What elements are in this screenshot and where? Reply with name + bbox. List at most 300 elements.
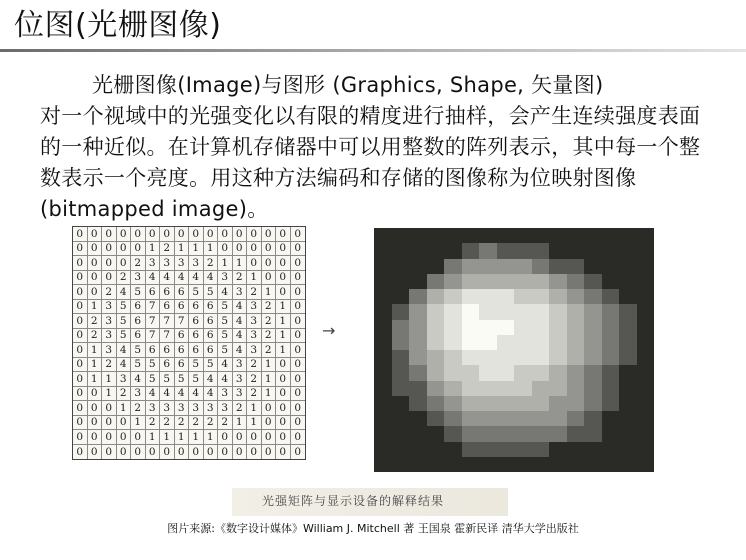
pixel [532, 381, 550, 396]
matrix-cell: 0 [131, 242, 146, 257]
matrix-cell: 0 [160, 227, 175, 242]
right-arrow-icon: → [322, 321, 336, 340]
matrix-cell: 2 [218, 416, 233, 431]
matrix-cell: 0 [131, 430, 146, 445]
matrix-cell: 0 [291, 343, 306, 358]
pixel [462, 396, 480, 411]
matrix-cell: 0 [218, 445, 233, 460]
pixel [602, 274, 620, 289]
pixel [427, 304, 445, 319]
pixel [374, 411, 392, 426]
matrix-cell: 2 [160, 242, 175, 257]
matrix-cell: 0 [262, 227, 277, 242]
pixel [514, 350, 532, 365]
pixel [637, 365, 655, 380]
pixel [584, 274, 602, 289]
pixel [409, 289, 427, 304]
pixel [479, 426, 497, 441]
pixel [567, 411, 585, 426]
pixel [602, 243, 620, 258]
matrix-cell: 5 [175, 372, 190, 387]
matrix-cell: 0 [247, 256, 262, 271]
matrix-cell: 6 [160, 300, 175, 315]
pixel [532, 426, 550, 441]
pixel [584, 304, 602, 319]
pixel [549, 228, 567, 243]
pixel [427, 381, 445, 396]
matrix-cell: 0 [276, 445, 291, 460]
pixel [532, 396, 550, 411]
pixel [497, 442, 515, 457]
pixel [462, 243, 480, 258]
matrix-cell: 0 [175, 445, 190, 460]
pixel [427, 426, 445, 441]
pixel [584, 365, 602, 380]
pixel [392, 381, 410, 396]
matrix-cell: 5 [189, 285, 204, 300]
pixel [392, 243, 410, 258]
pixel [619, 426, 637, 441]
pixel [602, 228, 620, 243]
pixel [444, 350, 462, 365]
pixel [374, 304, 392, 319]
pixel [392, 304, 410, 319]
matrix-cell: 0 [291, 372, 306, 387]
pixel [619, 243, 637, 258]
matrix-cell: 5 [204, 285, 219, 300]
matrix-cell: 0 [73, 329, 88, 344]
pixel [532, 274, 550, 289]
matrix-cell: 3 [131, 387, 146, 402]
pixel [409, 411, 427, 426]
pixel [444, 289, 462, 304]
pixel [619, 381, 637, 396]
matrix-cell: 3 [146, 256, 161, 271]
pixel [532, 259, 550, 274]
matrix-cell: 0 [73, 242, 88, 257]
matrix-cell: 0 [73, 358, 88, 373]
matrix-cell: 7 [160, 314, 175, 329]
pixel [374, 365, 392, 380]
pixel [392, 320, 410, 335]
pixel [462, 228, 480, 243]
matrix-cell: 4 [146, 271, 161, 286]
pixel [602, 335, 620, 350]
matrix-cell: 0 [276, 372, 291, 387]
matrix-cell: 4 [218, 372, 233, 387]
pixel [479, 350, 497, 365]
matrix-cell: 0 [291, 271, 306, 286]
matrix-cell: 3 [218, 401, 233, 416]
pixel [427, 320, 445, 335]
matrix-cell: 7 [175, 314, 190, 329]
matrix-cell: 1 [131, 416, 146, 431]
pixel [409, 335, 427, 350]
matrix-cell: 4 [204, 271, 219, 286]
matrix-cell: 0 [73, 445, 88, 460]
pixel [497, 304, 515, 319]
pixel [427, 457, 445, 472]
pixel [602, 365, 620, 380]
matrix-cell: 0 [102, 271, 117, 286]
pixel [462, 426, 480, 441]
pixel [409, 350, 427, 365]
matrix-cell: 0 [88, 430, 103, 445]
pixel [619, 335, 637, 350]
pixel [497, 259, 515, 274]
matrix-cell: 4 [146, 387, 161, 402]
pixel [374, 457, 392, 472]
matrix-cell: 4 [160, 271, 175, 286]
matrix-cell: 0 [73, 387, 88, 402]
matrix-cell: 6 [160, 343, 175, 358]
matrix-cell: 2 [262, 314, 277, 329]
pixel [374, 442, 392, 457]
paragraph-line-2: 对一个视域中的光强变化以有限的精度进行抽样，会产生连续强度表面的一种近似。在计算机存储器中可以用整数的阵列表示，其中每一个整数表示一个亮度。用这种方法编码和存储的图像称为位映射图像 (bitmapped image)。 [40, 104, 701, 221]
pixel [392, 396, 410, 411]
pixel [427, 289, 445, 304]
pixel [602, 320, 620, 335]
image-source-note: 图片来源:《数字设计媒体》William J. Mitchell 著 王国泉 霍新民译 清华大学出版社 [167, 522, 579, 535]
matrix-cell: 6 [160, 285, 175, 300]
pixel [409, 259, 427, 274]
pixel [497, 243, 515, 258]
title-divider [0, 49, 746, 52]
matrix-cell: 5 [117, 314, 132, 329]
matrix-cell: 0 [276, 271, 291, 286]
pixel [462, 381, 480, 396]
matrix-cell: 4 [233, 300, 248, 315]
matrix-cell: 0 [291, 256, 306, 271]
matrix-cell: 0 [88, 227, 103, 242]
matrix-cell: 6 [131, 300, 146, 315]
matrix-cell: 0 [262, 416, 277, 431]
pixel [532, 304, 550, 319]
pixel [462, 289, 480, 304]
matrix-cell: 3 [131, 271, 146, 286]
pixel [567, 442, 585, 457]
pixel [619, 411, 637, 426]
matrix-cell: 1 [160, 430, 175, 445]
pixel [374, 335, 392, 350]
matrix-cell: 3 [233, 372, 248, 387]
matrix-cell: 2 [262, 300, 277, 315]
pixel [549, 289, 567, 304]
matrix-cell: 0 [247, 242, 262, 257]
pixel [497, 457, 515, 472]
pixel [497, 320, 515, 335]
pixel [584, 228, 602, 243]
pixel [584, 259, 602, 274]
matrix-cell: 1 [247, 401, 262, 416]
matrix-cell: 5 [218, 314, 233, 329]
pixel [462, 320, 480, 335]
pixel [479, 304, 497, 319]
matrix-cell: 0 [73, 343, 88, 358]
matrix-cell: 0 [102, 445, 117, 460]
matrix-cell: 0 [88, 271, 103, 286]
pixel [567, 457, 585, 472]
matrix-cell: 0 [73, 372, 88, 387]
pixel [637, 350, 655, 365]
pixel [637, 457, 655, 472]
pixel [637, 442, 655, 457]
matrix-cell: 5 [146, 358, 161, 373]
matrix-cell: 4 [204, 387, 219, 402]
pixel [567, 259, 585, 274]
pixel [479, 411, 497, 426]
pixel [427, 243, 445, 258]
pixel [444, 442, 462, 457]
pixel [602, 304, 620, 319]
pixel [637, 320, 655, 335]
pixel [567, 381, 585, 396]
matrix-cell: 0 [88, 445, 103, 460]
matrix-cell: 0 [117, 227, 132, 242]
matrix-cell: 3 [160, 256, 175, 271]
matrix-cell: 2 [233, 271, 248, 286]
pixel [619, 320, 637, 335]
matrix-cell: 4 [175, 271, 190, 286]
matrix-cell: 0 [189, 445, 204, 460]
pixel [567, 274, 585, 289]
pixel [602, 411, 620, 426]
matrix-cell: 5 [218, 343, 233, 358]
matrix-cell: 3 [175, 256, 190, 271]
matrix-cell: 0 [102, 401, 117, 416]
matrix-cell: 1 [262, 387, 277, 402]
pixel [532, 335, 550, 350]
matrix-cell: 0 [131, 227, 146, 242]
pixel [549, 320, 567, 335]
pixel [444, 259, 462, 274]
pixel [567, 289, 585, 304]
pixel [374, 381, 392, 396]
pixel [584, 289, 602, 304]
matrix-cell: 3 [233, 285, 248, 300]
pixel [462, 335, 480, 350]
matrix-cell: 0 [276, 358, 291, 373]
matrix-cell: 0 [73, 300, 88, 315]
matrix-cell: 3 [218, 271, 233, 286]
matrix-cell: 1 [262, 285, 277, 300]
matrix-cell: 0 [291, 314, 306, 329]
matrix-cell: 6 [131, 329, 146, 344]
pixel [619, 365, 637, 380]
matrix-cell: 0 [291, 285, 306, 300]
pixel [637, 335, 655, 350]
pixel [497, 365, 515, 380]
pixel [462, 411, 480, 426]
pixel [549, 335, 567, 350]
matrix-cell: 2 [233, 401, 248, 416]
matrix-cell: 3 [247, 300, 262, 315]
pixel [462, 457, 480, 472]
pixel [409, 243, 427, 258]
matrix-cell: 4 [218, 285, 233, 300]
matrix-cell: 6 [175, 285, 190, 300]
pixel [392, 289, 410, 304]
pixel [567, 350, 585, 365]
matrix-cell: 0 [102, 416, 117, 431]
matrix-cell: 3 [204, 401, 219, 416]
pixel [619, 350, 637, 365]
pixel [444, 381, 462, 396]
matrix-cell: 0 [262, 256, 277, 271]
pixel [427, 335, 445, 350]
matrix-cell: 0 [233, 227, 248, 242]
matrix-cell: 3 [218, 387, 233, 402]
matrix-cell: 0 [262, 242, 277, 257]
pixel [444, 228, 462, 243]
pixel [392, 228, 410, 243]
matrix-cell: 3 [189, 256, 204, 271]
matrix-cell: 0 [73, 401, 88, 416]
matrix-cell: 5 [146, 372, 161, 387]
matrix-cell: 0 [88, 416, 103, 431]
pixel [619, 228, 637, 243]
matrix-cell: 2 [247, 387, 262, 402]
pixel [479, 243, 497, 258]
matrix-cell: 5 [160, 372, 175, 387]
matrix-cell: 2 [102, 358, 117, 373]
matrix-cell: 5 [117, 300, 132, 315]
pixel [374, 350, 392, 365]
matrix-cell: 4 [160, 387, 175, 402]
pixel [392, 274, 410, 289]
matrix-cell: 0 [117, 242, 132, 257]
matrix-cell: 3 [102, 300, 117, 315]
pixel [374, 243, 392, 258]
matrix-cell: 6 [175, 300, 190, 315]
pixel [619, 274, 637, 289]
pixel [462, 259, 480, 274]
pixel [532, 442, 550, 457]
matrix-cell: 1 [247, 271, 262, 286]
matrix-cell: 6 [204, 300, 219, 315]
pixel [409, 442, 427, 457]
matrix-cell: 0 [233, 242, 248, 257]
pixel [497, 350, 515, 365]
matrix-cell: 1 [88, 343, 103, 358]
pixel [619, 259, 637, 274]
matrix-cell: 0 [131, 445, 146, 460]
matrix-cell: 0 [204, 227, 219, 242]
matrix-cell: 1 [146, 242, 161, 257]
pixel [637, 381, 655, 396]
matrix-cell: 4 [218, 358, 233, 373]
matrix-cell: 2 [189, 416, 204, 431]
matrix-cell: 6 [160, 358, 175, 373]
matrix-cell: 6 [175, 343, 190, 358]
matrix-cell: 1 [189, 242, 204, 257]
matrix-cell: 5 [189, 372, 204, 387]
matrix-cell: 0 [73, 416, 88, 431]
pixel [497, 335, 515, 350]
pixel [479, 274, 497, 289]
pixel [532, 365, 550, 380]
pixel [514, 259, 532, 274]
matrix-cell: 7 [160, 329, 175, 344]
pixel [584, 381, 602, 396]
matrix-cell: 0 [291, 387, 306, 402]
matrix-cell: 2 [160, 416, 175, 431]
matrix-cell: 0 [218, 242, 233, 257]
pixel [637, 289, 655, 304]
pixel [584, 457, 602, 472]
pixel [514, 411, 532, 426]
pixel [374, 289, 392, 304]
pixel [567, 426, 585, 441]
matrix-cell: 0 [276, 285, 291, 300]
pixel [567, 396, 585, 411]
pixel [409, 457, 427, 472]
matrix-cell: 2 [175, 416, 190, 431]
pixel [427, 365, 445, 380]
matrix-cell: 0 [146, 227, 161, 242]
matrix-cell: 0 [291, 358, 306, 373]
matrix-cell: 0 [146, 445, 161, 460]
pixel [392, 365, 410, 380]
matrix-cell: 2 [131, 256, 146, 271]
pixel [602, 259, 620, 274]
matrix-cell: 0 [276, 416, 291, 431]
matrix-cell: 6 [204, 343, 219, 358]
pixel [392, 442, 410, 457]
matrix-cell: 1 [276, 343, 291, 358]
pixel [427, 350, 445, 365]
matrix-cell: 0 [276, 430, 291, 445]
pixel [479, 457, 497, 472]
pixel [462, 274, 480, 289]
pixel [479, 320, 497, 335]
pixel [584, 411, 602, 426]
pixel [444, 243, 462, 258]
matrix-cell: 0 [73, 285, 88, 300]
matrix-cell: 2 [247, 285, 262, 300]
matrix-cell: 3 [233, 358, 248, 373]
matrix-cell: 0 [262, 430, 277, 445]
pixel [637, 259, 655, 274]
matrix-cell: 6 [189, 314, 204, 329]
pixel [479, 381, 497, 396]
matrix-cell: 0 [73, 227, 88, 242]
pixel [427, 411, 445, 426]
pixel [409, 320, 427, 335]
matrix-cell: 0 [247, 430, 262, 445]
matrix-cell: 2 [262, 329, 277, 344]
matrix-cell: 3 [117, 372, 132, 387]
matrix-cell: 0 [204, 445, 219, 460]
matrix-cell: 4 [233, 314, 248, 329]
pixel [497, 228, 515, 243]
matrix-cell: 1 [247, 416, 262, 431]
matrix-cell: 2 [146, 416, 161, 431]
pixel [602, 381, 620, 396]
pixel [427, 442, 445, 457]
matrix-cell: 6 [189, 329, 204, 344]
pixel [619, 289, 637, 304]
pixel [497, 426, 515, 441]
matrix-cell: 0 [276, 242, 291, 257]
pixel [444, 320, 462, 335]
pixel [619, 396, 637, 411]
matrix-cell: 5 [189, 358, 204, 373]
pixel [392, 426, 410, 441]
pixel [374, 426, 392, 441]
pixel [514, 457, 532, 472]
pixel [514, 243, 532, 258]
